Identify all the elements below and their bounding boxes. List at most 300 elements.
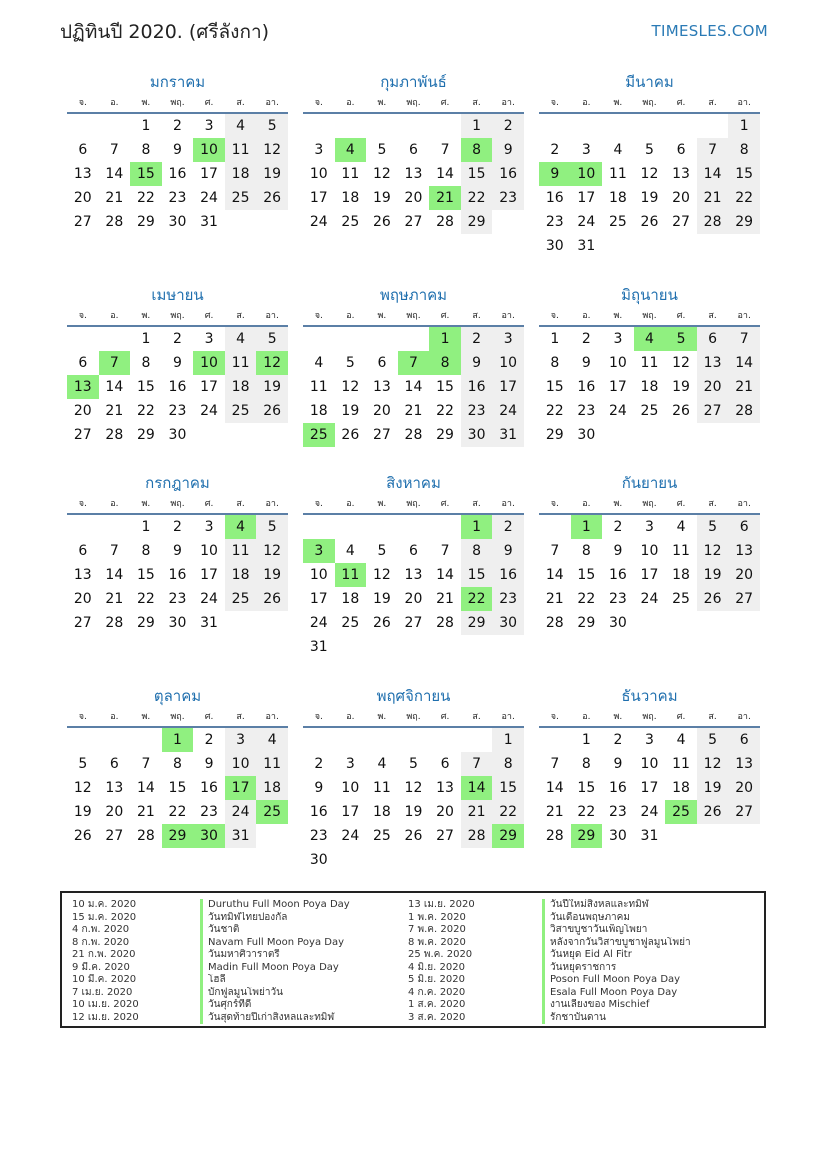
weekday-label: จ. <box>314 712 323 722</box>
day-cell: 22 <box>461 186 493 210</box>
day-cell: 3 <box>613 331 623 347</box>
weekday-label: พ. <box>613 499 623 509</box>
day-cell: 5 <box>345 355 355 371</box>
weekday-header <box>67 96 288 114</box>
holiday-date: 1 ส.ค. 2020 <box>408 999 466 1010</box>
day-cell: 20 <box>73 403 92 419</box>
holiday-day-cell: 4 <box>335 138 367 162</box>
holiday-date: 10 เม.ย. 2020 <box>72 999 139 1010</box>
holiday-date: 9 มี.ค. 2020 <box>72 961 130 973</box>
day-cell: 3 <box>492 327 524 351</box>
month-block <box>67 281 288 447</box>
day-cell: 12 <box>640 166 659 182</box>
day-cell: 23 <box>608 804 627 820</box>
holiday-date: 5 มิ.ย. 2020 <box>408 974 465 985</box>
day-cell: 20 <box>672 190 690 206</box>
month-name: กันยายน <box>621 474 678 492</box>
day-cell: 6 <box>409 543 418 559</box>
day-cell: 7 <box>461 752 493 776</box>
day-cell: 10 <box>640 756 659 772</box>
day-cell: 30 <box>168 427 187 443</box>
day-cell: 26 <box>256 186 288 210</box>
day-cell: 7 <box>109 543 119 559</box>
day-cell: 20 <box>73 190 92 206</box>
day-cell: 29 <box>436 427 454 443</box>
day-cell: 22 <box>545 403 564 419</box>
day-cell: 24 <box>309 214 328 230</box>
day-cell: 27 <box>73 615 92 631</box>
day-cell: 1 <box>141 118 151 134</box>
holiday-name: วิสาขบูชาวันเพ็ญโพยา <box>550 924 648 935</box>
day-cell: 8 <box>581 756 591 772</box>
day-cell: 14 <box>728 351 760 375</box>
day-cell: 18 <box>672 780 690 796</box>
site-brand-link[interactable]: TIMESLES.COM <box>651 22 768 40</box>
month-block <box>303 469 524 659</box>
weekday-label: ศ. <box>440 98 450 108</box>
month-block <box>539 281 760 447</box>
day-cell: 24 <box>492 399 524 423</box>
day-cell: 7 <box>550 756 560 772</box>
weekday-label: ศ. <box>204 311 214 321</box>
day-grid <box>303 114 524 234</box>
weekday-label: อา. <box>501 98 515 108</box>
holiday-date: 12 เม.ย. 2020 <box>72 1011 139 1023</box>
day-cell: 29 <box>136 214 155 230</box>
day-cell: 8 <box>141 142 151 158</box>
day-cell: 30 <box>608 615 627 631</box>
weekday-header <box>67 309 288 327</box>
day-cell: 19 <box>697 563 729 587</box>
weekday-label: อา. <box>501 712 515 722</box>
month-block <box>303 68 524 234</box>
day-cell: 13 <box>105 780 124 796</box>
day-cell: 27 <box>697 399 729 423</box>
day-cell: 26 <box>697 800 729 824</box>
day-cell: 2 <box>314 756 324 772</box>
day-cell: 21 <box>697 186 729 210</box>
day-cell: 15 <box>492 776 524 800</box>
day-cell: 25 <box>640 403 659 419</box>
weekday-label: ศ. <box>676 499 686 509</box>
day-cell: 25 <box>225 587 257 611</box>
day-cell: 1 <box>141 331 151 347</box>
day-cell: 13 <box>73 166 92 182</box>
day-cell: 22 <box>577 591 596 607</box>
day-cell: 24 <box>309 615 328 631</box>
day-cell: 5 <box>256 327 288 351</box>
day-cell: 27 <box>73 427 92 443</box>
day-cell: 16 <box>309 804 328 820</box>
weekday-label: ศ. <box>440 712 450 722</box>
day-cell: 11 <box>225 138 257 162</box>
day-cell: 13 <box>672 166 690 182</box>
day-cell: 19 <box>73 804 92 820</box>
day-cell: 8 <box>581 543 591 559</box>
day-cell: 6 <box>440 756 450 772</box>
day-cell: 9 <box>173 355 182 371</box>
weekday-label: อ. <box>346 311 355 321</box>
weekday-label: อา. <box>265 712 279 722</box>
holiday-name: รักชาบันดาน <box>550 1011 606 1023</box>
day-cell: 20 <box>728 563 760 587</box>
day-cell: 19 <box>697 776 729 800</box>
weekday-header <box>539 309 760 327</box>
day-cell: 26 <box>404 828 423 844</box>
day-cell: 16 <box>461 375 493 399</box>
weekday-label: ศ. <box>204 712 214 722</box>
page-title: ปฏิทินปี 2020. (ศรีลังกา) <box>60 21 270 43</box>
holiday-name: วันปีใหม่สิงหลและทมิฬ <box>550 899 649 910</box>
holiday-dates-col-1 <box>72 899 196 1024</box>
weekday-label: อา. <box>501 311 515 321</box>
day-cell: 23 <box>168 403 187 419</box>
day-cell: 9 <box>613 756 623 772</box>
day-cell: 26 <box>256 587 288 611</box>
holiday-day-cell: 29 <box>571 824 603 848</box>
month-name: พฤศจิกายน <box>376 687 451 705</box>
day-cell: 17 <box>341 804 360 820</box>
day-cell: 26 <box>73 828 92 844</box>
day-cell: 3 <box>204 519 214 535</box>
day-cell: 16 <box>608 780 627 796</box>
day-cell: 18 <box>225 375 257 399</box>
day-cell: 27 <box>105 828 124 844</box>
weekday-label: อ. <box>582 712 591 722</box>
day-cell: 2 <box>613 519 623 535</box>
weekday-label: อา. <box>737 712 751 722</box>
weekday-label: จ. <box>550 311 559 321</box>
month-name: สิงหาคม <box>386 474 441 492</box>
day-cell: 21 <box>105 591 124 607</box>
day-cell: 29 <box>136 427 155 443</box>
holiday-day-cell: 22 <box>461 587 493 611</box>
day-cell: 25 <box>341 214 360 230</box>
day-cell: 2 <box>173 519 182 535</box>
empty-day-cell <box>303 114 335 138</box>
day-cell: 17 <box>200 379 218 395</box>
weekday-label: อ. <box>582 499 591 509</box>
day-cell: 12 <box>372 567 391 583</box>
day-cell: 9 <box>492 138 524 162</box>
day-cell: 30 <box>608 828 627 844</box>
day-cell: 10 <box>492 351 524 375</box>
holiday-name: วันหยุดราชการ <box>550 961 617 973</box>
day-cell: 28 <box>436 214 454 230</box>
day-cell: 4 <box>613 142 623 158</box>
day-cell: 11 <box>225 351 257 375</box>
day-cell: 24 <box>608 403 627 419</box>
weekday-label: พ. <box>141 311 151 321</box>
day-cell: 17 <box>200 166 218 182</box>
holiday-date: 8 พ.ค. 2020 <box>408 936 466 948</box>
day-cell: 26 <box>341 427 360 443</box>
day-grid <box>67 114 288 234</box>
empty-day-cell <box>539 728 571 752</box>
weekday-label: พฤ. <box>406 499 421 509</box>
day-cell: 4 <box>314 355 324 371</box>
day-cell: 31 <box>640 828 659 844</box>
weekday-header <box>539 96 760 114</box>
holiday-date: 21 ก.พ. 2020 <box>72 949 136 960</box>
day-grid <box>67 327 288 447</box>
month-block <box>67 469 288 635</box>
holiday-day-cell: 14 <box>461 776 493 800</box>
weekday-label: พฤ. <box>170 98 185 108</box>
weekday-label: พฤ. <box>406 98 421 108</box>
day-cell: 29 <box>461 210 493 234</box>
day-cell: 6 <box>409 142 418 158</box>
holiday-day-cell: 7 <box>398 351 430 375</box>
empty-day-cell <box>335 114 367 138</box>
day-cell: 15 <box>436 379 454 395</box>
day-cell: 18 <box>225 563 257 587</box>
day-cell: 29 <box>728 210 760 234</box>
day-cell: 25 <box>608 214 627 230</box>
holiday-day-cell: 10 <box>193 138 225 162</box>
day-cell: 18 <box>225 162 257 186</box>
day-cell: 2 <box>613 732 623 748</box>
day-cell: 15 <box>577 567 596 583</box>
day-cell: 17 <box>309 591 328 607</box>
day-cell: 26 <box>372 615 391 631</box>
weekday-label: อา. <box>737 499 751 509</box>
day-cell: 3 <box>581 142 591 158</box>
day-cell: 7 <box>109 142 119 158</box>
day-grid <box>539 327 760 447</box>
holiday-day-cell: 1 <box>571 515 603 539</box>
day-cell: 27 <box>436 828 454 844</box>
weekday-label: อ. <box>346 712 355 722</box>
empty-day-cell <box>697 114 729 138</box>
holiday-day-cell: 5 <box>665 327 697 351</box>
weekday-label: อา. <box>737 311 751 321</box>
day-cell: 21 <box>105 190 124 206</box>
day-cell: 6 <box>109 756 119 772</box>
day-cell: 23 <box>492 186 524 210</box>
day-cell: 16 <box>168 379 187 395</box>
weekday-label: พ. <box>377 98 387 108</box>
day-cell: 17 <box>640 567 659 583</box>
day-cell: 28 <box>105 427 124 443</box>
month-name: มกราคม <box>149 73 206 91</box>
day-cell: 16 <box>168 567 187 583</box>
day-cell: 5 <box>645 142 654 158</box>
day-cell: 19 <box>341 403 360 419</box>
day-cell: 16 <box>492 563 524 587</box>
day-cell: 6 <box>728 515 760 539</box>
weekday-label: ศ. <box>204 98 214 108</box>
day-cell: 18 <box>309 403 328 419</box>
day-cell: 30 <box>461 423 493 447</box>
day-cell: 23 <box>200 804 218 820</box>
day-cell: 31 <box>309 639 328 655</box>
holiday-names-col-2 <box>542 899 764 1024</box>
empty-day-cell <box>634 114 666 138</box>
day-cell: 15 <box>136 567 155 583</box>
day-cell: 22 <box>136 403 155 419</box>
day-cell: 9 <box>173 142 182 158</box>
weekday-label: พ. <box>141 98 151 108</box>
holiday-day-cell: 8 <box>429 351 461 375</box>
day-cell: 11 <box>608 166 627 182</box>
day-cell: 5 <box>409 756 418 772</box>
empty-day-cell <box>366 728 398 752</box>
day-cell: 15 <box>545 379 564 395</box>
weekday-label: ศ. <box>676 98 686 108</box>
weekday-label: อ. <box>346 98 355 108</box>
day-cell: 5 <box>256 114 288 138</box>
day-cell: 25 <box>225 399 257 423</box>
weekday-label: จ. <box>78 311 87 321</box>
day-cell: 3 <box>204 331 214 347</box>
day-cell: 31 <box>492 423 524 447</box>
weekday-label: ส. <box>708 499 717 509</box>
day-cell: 14 <box>136 780 155 796</box>
holiday-date: 4 ก.พ. 2020 <box>72 924 130 935</box>
day-cell: 14 <box>436 166 454 182</box>
day-grid <box>303 515 524 659</box>
day-cell: 20 <box>105 804 124 820</box>
empty-day-cell <box>429 728 461 752</box>
day-cell: 19 <box>256 375 288 399</box>
empty-day-cell <box>398 728 430 752</box>
day-cell: 20 <box>697 375 729 399</box>
day-cell: 1 <box>461 114 493 138</box>
day-cell: 22 <box>136 591 155 607</box>
weekday-header <box>539 497 760 515</box>
holiday-day-cell: 9 <box>539 162 571 186</box>
day-cell: 6 <box>78 543 88 559</box>
day-cell: 16 <box>577 379 596 395</box>
weekday-label: พฤ. <box>642 499 657 509</box>
holiday-day-cell: 12 <box>256 351 288 375</box>
day-cell: 24 <box>640 591 659 607</box>
month-name: กรกฎาคม <box>145 474 210 492</box>
weekday-label: ส. <box>708 712 717 722</box>
weekday-label: อ. <box>110 98 119 108</box>
day-cell: 1 <box>728 114 760 138</box>
holiday-day-cell: 25 <box>303 423 335 447</box>
empty-day-cell <box>429 515 461 539</box>
day-cell: 4 <box>345 543 355 559</box>
day-cell: 12 <box>672 355 690 371</box>
day-cell: 8 <box>141 355 151 371</box>
day-cell: 13 <box>728 539 760 563</box>
day-cell: 7 <box>141 756 151 772</box>
empty-day-cell <box>335 515 367 539</box>
weekday-label: จ. <box>550 712 559 722</box>
holiday-day-cell: 1 <box>429 327 461 351</box>
weekday-label: พฤ. <box>406 712 421 722</box>
day-cell: 14 <box>697 162 729 186</box>
holiday-name: งานเลี้ยงของ Mischief <box>550 999 650 1010</box>
empty-day-cell <box>366 327 398 351</box>
day-cell: 18 <box>608 190 627 206</box>
empty-day-cell <box>366 114 398 138</box>
holiday-date: 1 พ.ค. 2020 <box>408 911 466 923</box>
day-cell: 14 <box>436 567 454 583</box>
day-cell: 24 <box>341 828 360 844</box>
holiday-date: 8 ก.พ. 2020 <box>72 936 130 948</box>
day-cell: 2 <box>492 515 524 539</box>
holiday-day-cell: 15 <box>130 162 162 186</box>
day-cell: 13 <box>73 567 92 583</box>
day-cell: 8 <box>492 752 524 776</box>
day-cell: 20 <box>73 591 92 607</box>
day-cell: 7 <box>728 327 760 351</box>
empty-day-cell <box>67 327 99 351</box>
day-cell: 28 <box>404 427 423 443</box>
weekday-label: จ. <box>78 98 87 108</box>
month-block <box>539 469 760 635</box>
day-cell: 12 <box>372 166 391 182</box>
empty-day-cell <box>99 114 131 138</box>
weekday-label: ส. <box>708 98 717 108</box>
day-cell: 3 <box>225 728 257 752</box>
day-cell: 22 <box>492 800 524 824</box>
day-cell: 11 <box>672 543 690 559</box>
day-cell: 6 <box>697 327 729 351</box>
day-cell: 28 <box>105 214 124 230</box>
day-cell: 19 <box>256 563 288 587</box>
holiday-date: 10 มี.ค. 2020 <box>72 974 137 985</box>
day-cell: 30 <box>309 852 328 868</box>
weekday-label: พ. <box>377 311 387 321</box>
day-cell: 14 <box>105 379 124 395</box>
day-cell: 6 <box>78 355 88 371</box>
empty-day-cell <box>398 327 430 351</box>
day-cell: 31 <box>200 214 218 230</box>
day-cell: 18 <box>341 190 360 206</box>
day-cell: 27 <box>728 800 760 824</box>
weekday-label: จ. <box>78 499 87 509</box>
day-cell: 26 <box>672 403 690 419</box>
day-cell: 27 <box>73 214 92 230</box>
day-cell: 13 <box>372 379 391 395</box>
day-cell: 23 <box>461 399 493 423</box>
day-cell: 20 <box>728 776 760 800</box>
weekday-label: ส. <box>236 311 245 321</box>
day-cell: 23 <box>577 403 596 419</box>
weekday-label: พฤ. <box>642 712 657 722</box>
holiday-date: 7 พ.ค. 2020 <box>408 924 466 935</box>
day-cell: 15 <box>461 563 493 587</box>
day-cell: 21 <box>545 591 564 607</box>
day-cell: 4 <box>377 756 387 772</box>
holiday-day-cell: 1 <box>461 515 493 539</box>
day-cell: 11 <box>341 166 360 182</box>
weekday-label: พ. <box>613 712 623 722</box>
day-cell: 28 <box>461 824 493 848</box>
empty-day-cell <box>429 114 461 138</box>
month-name: ตุลาคม <box>153 687 202 705</box>
day-grid <box>303 728 524 872</box>
day-cell: 9 <box>492 539 524 563</box>
day-cell: 3 <box>645 519 654 535</box>
day-cell: 25 <box>372 828 391 844</box>
day-cell: 9 <box>613 543 623 559</box>
day-cell: 27 <box>728 587 760 611</box>
day-cell: 15 <box>136 379 155 395</box>
day-cell: 28 <box>136 828 155 844</box>
holiday-day-cell: 17 <box>225 776 257 800</box>
day-cell: 2 <box>581 331 591 347</box>
weekday-label: พ. <box>141 499 151 509</box>
weekday-label: ศ. <box>440 499 450 509</box>
day-cell: 29 <box>136 615 155 631</box>
day-cell: 31 <box>577 238 596 254</box>
